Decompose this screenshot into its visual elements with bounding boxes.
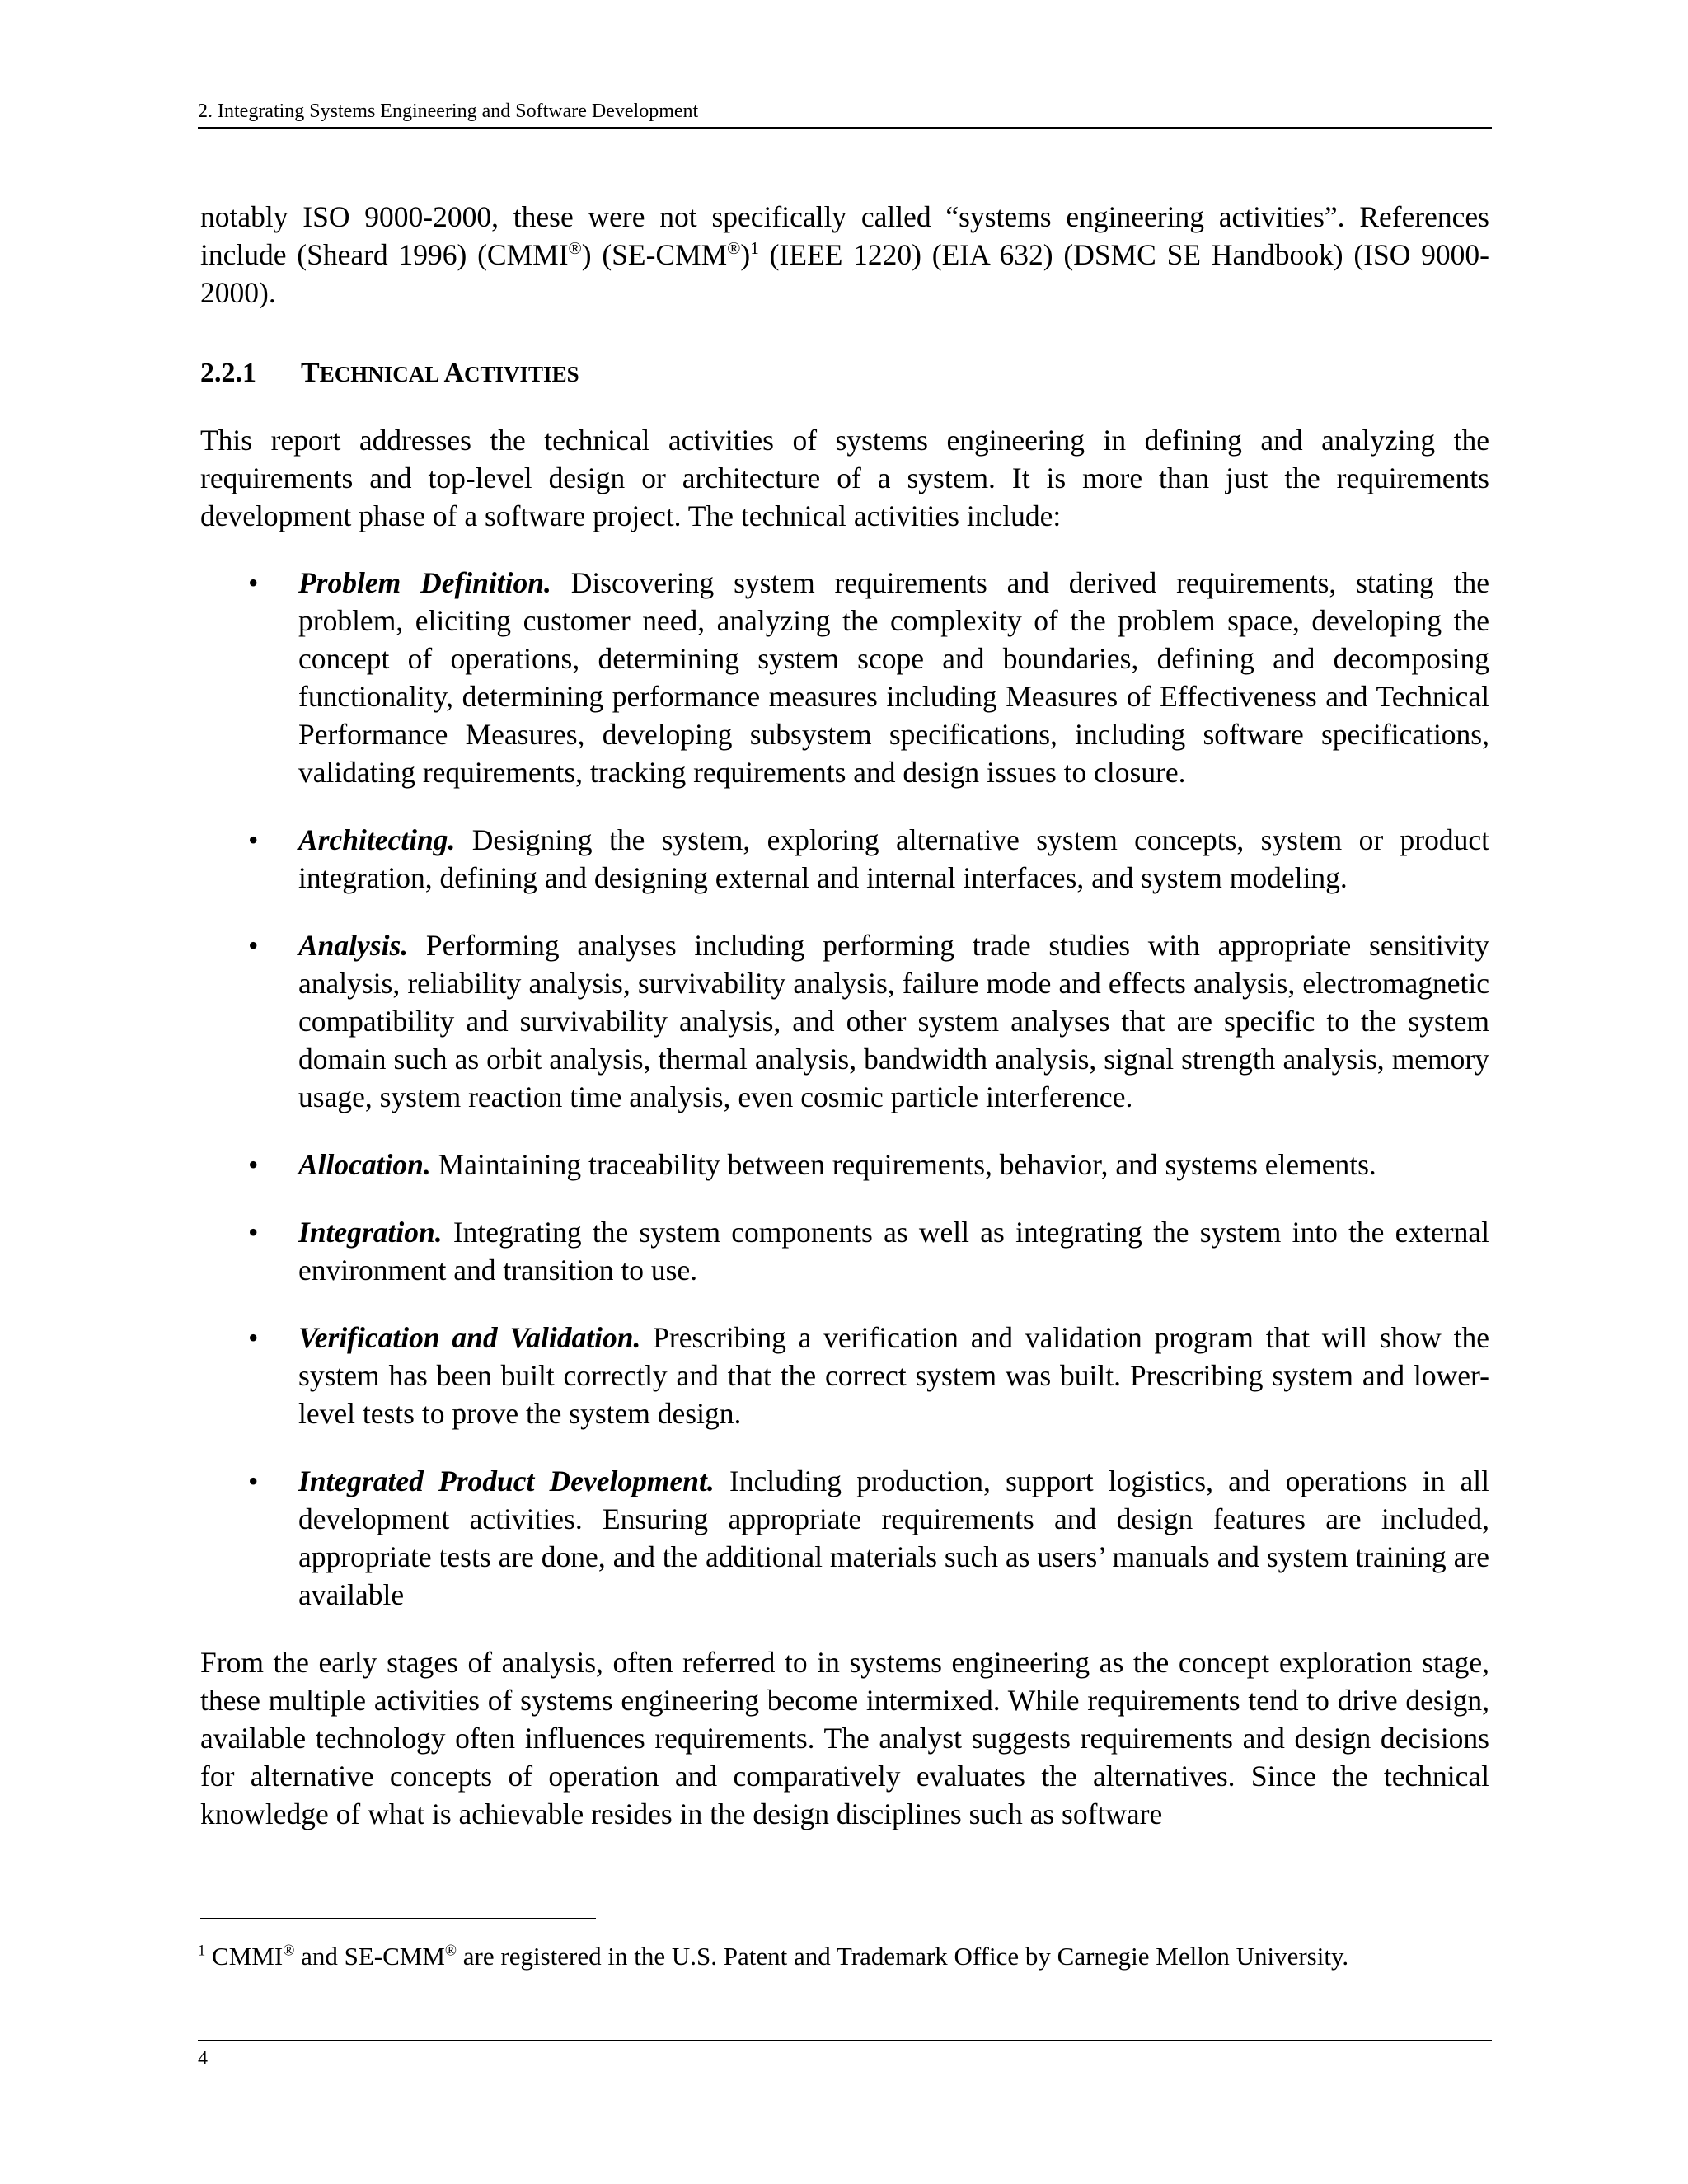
section-heading bbox=[200, 354, 1489, 393]
bullet-icon: • bbox=[248, 1216, 259, 1249]
activity-term: Architecting. bbox=[298, 823, 456, 856]
registered-mark: ® bbox=[283, 1942, 295, 1960]
activity-term: Integration. bbox=[298, 1216, 443, 1249]
registered-mark: ® bbox=[444, 1942, 457, 1960]
bullet-icon: • bbox=[248, 929, 259, 962]
section-title-part: A bbox=[443, 358, 465, 388]
footnote-marker: 1 bbox=[198, 1942, 206, 1960]
section-number: 2.2.1 bbox=[200, 358, 256, 388]
list-item bbox=[200, 1462, 1489, 1614]
activity-description: Integrating the system components as well as integrating the system into the external environment and transition to use. bbox=[298, 1216, 1489, 1286]
footer-rule bbox=[198, 2040, 1492, 2041]
footnote-reference[interactable]: 1 bbox=[750, 238, 759, 259]
bullet-icon: • bbox=[248, 823, 259, 856]
activity-term: Allocation. bbox=[298, 1148, 431, 1181]
technical-activities-list bbox=[200, 564, 1489, 1614]
list-item bbox=[200, 926, 1489, 1116]
activity-description: Discovering system requirements and derived requirements, stating the problem, eliciting customer need, analyzing the complexity of the problem space, developing the concept of operations, determining system scope and boundaries, defining and decomposing functionality, determining performance measures including Measures of Effectiveness and Technical Performance Measures, developing subsystem specifications, including software specifications, validating requirements, tracking requirements and design issues to closure. bbox=[298, 566, 1489, 789]
footnote bbox=[198, 1940, 1492, 1973]
footnote-text-2: and SE-CMM bbox=[294, 1942, 445, 1971]
activity-term: Integrated Product Development. bbox=[298, 1465, 715, 1497]
registered-mark: ® bbox=[568, 238, 582, 259]
section-title-part: T bbox=[301, 358, 320, 388]
header-rule bbox=[198, 127, 1492, 129]
bullet-icon: • bbox=[248, 1321, 259, 1354]
activity-term: Verification and Validation. bbox=[298, 1321, 641, 1354]
section-title-part: CTIVITIES bbox=[464, 362, 579, 387]
intro-text-2: ) (SE-CMM bbox=[581, 238, 728, 271]
intro-text-1: notably ISO 9000-2000, these were not specifically called “systems engineering activities”. References include (Sheard 1996) (CMMI bbox=[200, 200, 1489, 271]
list-item bbox=[200, 1213, 1489, 1289]
activity-description: Prescribing a verification and validation program that will show the system has been built correctly and that the correct system was built. Prescribing system and lower-level tests to prove the system design. bbox=[298, 1321, 1489, 1430]
activity-description: Maintaining traceability between requirements, behavior, and systems elements. bbox=[430, 1148, 1376, 1181]
bullet-icon: • bbox=[248, 1465, 259, 1497]
activity-description: Including production, support logistics, and operations in all development activities. Ensuring appropriate requirements and design features are included, appropriate tests are done, and the additional materials such as users’ manuals and system training are available bbox=[298, 1465, 1489, 1611]
intro-text-3: ) bbox=[740, 238, 751, 271]
activity-term: Problem Definition. bbox=[298, 566, 551, 599]
section-intro-paragraph: This report addresses the technical activities of systems engineering in defining and analyzing the requirements and top-level design or architecture of a system. It is more than just the requirements development phase of a software project. The technical activities include: bbox=[200, 424, 1489, 532]
list-item bbox=[200, 564, 1489, 791]
footnote-text-1: CMMI bbox=[205, 1942, 284, 1971]
running-header: 2. Integrating Systems Engineering and Software Development bbox=[198, 101, 699, 122]
list-item bbox=[200, 1146, 1489, 1183]
bullet-icon: • bbox=[248, 566, 259, 599]
list-item bbox=[200, 1319, 1489, 1432]
registered-mark: ® bbox=[727, 238, 741, 259]
footnote-rule bbox=[200, 1918, 596, 1919]
activity-description: Designing the system, exploring alternative system concepts, system or product integration, defining and designing external and internal interfaces, and system modeling. bbox=[298, 823, 1489, 894]
activity-term: Analysis. bbox=[298, 929, 409, 962]
page-body bbox=[200, 198, 1489, 1833]
activity-description: Performing analyses including performing trade studies with appropriate sensitivity analysis, reliability analysis, survivability analysis, failure mode and effects analysis, electromagnetic compatibility and survivability analysis, and other system analyses that are specific to the system domain such as orbit analysis, thermal analysis, bandwidth analysis, signal strength analysis, memory usage, system reaction time analysis, even cosmic particle interference. bbox=[298, 929, 1489, 1113]
continued-paragraph bbox=[200, 198, 1489, 312]
intro-text-4: (IEEE 1220) (EIA 632) (DSMC SE Handbook) (ISO 9000-2000). bbox=[200, 238, 1489, 309]
page-number: 4 bbox=[198, 2048, 208, 2069]
bullet-icon: • bbox=[248, 1148, 259, 1181]
list-item bbox=[200, 821, 1489, 897]
closing-paragraph: From the early stages of analysis, often referred to in systems engineering as the concept exploration stage, these multiple activities of systems engineering become intermixed. While requirements tend to drive design, available technology often influences requirements. The analyst suggests requirements and design decisions for alternative concepts of operation and comparatively evaluates the alternatives. Since the technical knowledge of what is achievable resides in the design disciplines such as software bbox=[200, 1646, 1489, 1830]
section-title-part: ECHNICAL bbox=[319, 362, 444, 387]
footnote-text-3: are registered in the U.S. Patent and Trademark Office by Carnegie Mellon University. bbox=[457, 1942, 1349, 1971]
